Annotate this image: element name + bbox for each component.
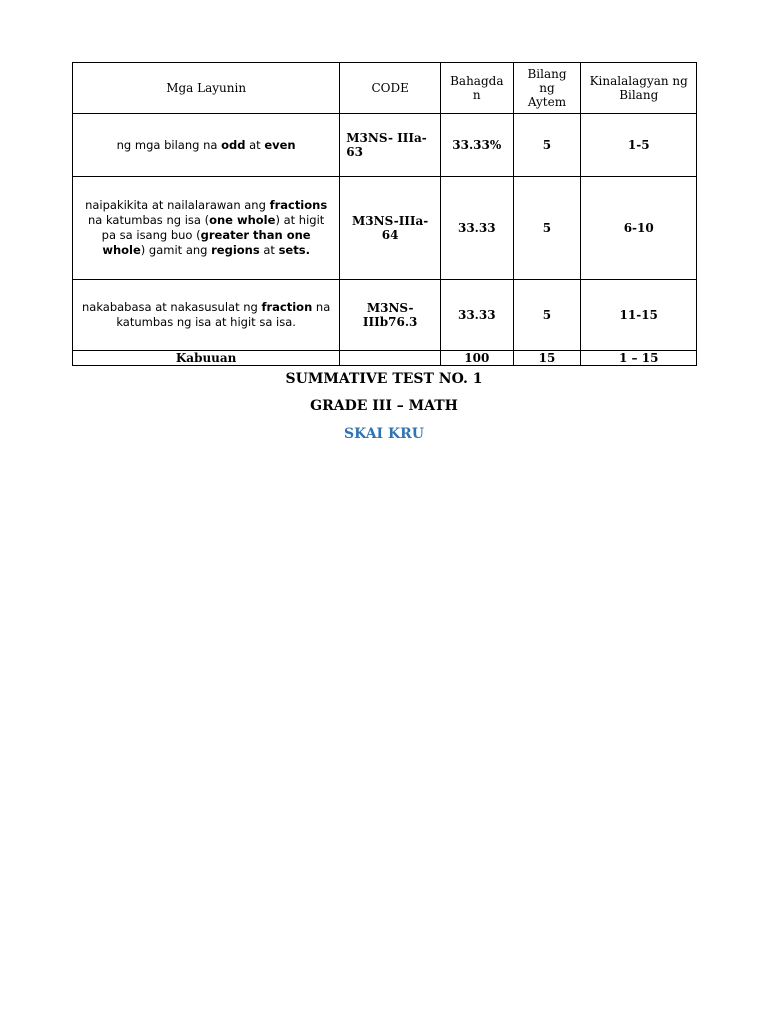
items-cell: 5: [513, 280, 581, 351]
objective-text: at: [245, 137, 265, 152]
objective-cell: [73, 280, 340, 351]
objective-bold-text: fraction: [261, 300, 313, 314]
objective-text: naipakikita at nailalarawan ang: [85, 198, 270, 212]
header-placement: Kinalalagyan ng Bilang: [581, 63, 697, 114]
objective-bold-text: odd: [221, 137, 246, 152]
specification-table: [72, 62, 697, 366]
objective-text: ) at higit pa sa isang buo (: [101, 213, 325, 242]
items-cell: 5: [513, 114, 581, 177]
placement-cell: 1-5: [581, 114, 697, 177]
objective-cell: [73, 177, 340, 280]
total-code: [340, 351, 441, 366]
objective-cell: [73, 114, 340, 177]
total-label: Kabuuan: [73, 351, 340, 366]
header-objectives: Mga Layunin: [73, 63, 340, 114]
document-author: SKAI KRU: [343, 426, 424, 442]
document-title: SUMMATIVE TEST NO. 1: [285, 371, 483, 387]
objective-bold-text: even: [264, 137, 296, 152]
table-row: [73, 114, 697, 177]
code-cell: M3NS-IIIb76.3: [340, 280, 441, 351]
code-cell: M3NS-IIIa-64: [340, 177, 441, 280]
placement-cell: 6-10: [581, 177, 697, 280]
objective-text: ng mga bilang na: [116, 137, 222, 152]
placement-cell: 11-15: [581, 280, 697, 351]
percent-cell: 33.33: [441, 177, 513, 280]
objective-bold-text: one whole: [209, 213, 276, 227]
total-placement: 1 – 15: [581, 351, 697, 366]
percent-cell: 33.33: [441, 280, 513, 351]
objective-text: at: [259, 243, 279, 257]
objective-text: ) gamit ang: [140, 243, 212, 257]
objective-bold-text: fractions: [269, 198, 328, 212]
table-row: [73, 177, 697, 280]
total-percent: 100: [441, 351, 513, 366]
percent-cell: 33.33%: [441, 114, 513, 177]
table-row: [73, 280, 697, 351]
objective-text: na katumbas ng isa (: [87, 213, 210, 227]
total-row: [73, 351, 697, 366]
specification-table-wrapper: [72, 62, 697, 366]
objective-bold-text: sets.: [278, 243, 310, 257]
header-code: CODE: [340, 63, 441, 114]
header-percent: Bahagdan: [441, 63, 513, 114]
code-cell: M3NS- IIIa-63: [340, 114, 441, 177]
items-cell: 5: [513, 177, 581, 280]
document-subtitle: GRADE III – MATH: [310, 398, 458, 414]
total-items: 15: [513, 351, 581, 366]
table-header-row: [73, 63, 697, 114]
header-items: Bilang ng Aytem: [513, 63, 581, 114]
objective-text: nakababasa at nakasusulat ng: [81, 300, 262, 314]
objective-text: na katumbas ng isa at higit sa isa.: [116, 300, 331, 329]
objective-bold-text: greater than one whole: [102, 228, 311, 257]
objective-bold-text: regions: [211, 243, 260, 257]
